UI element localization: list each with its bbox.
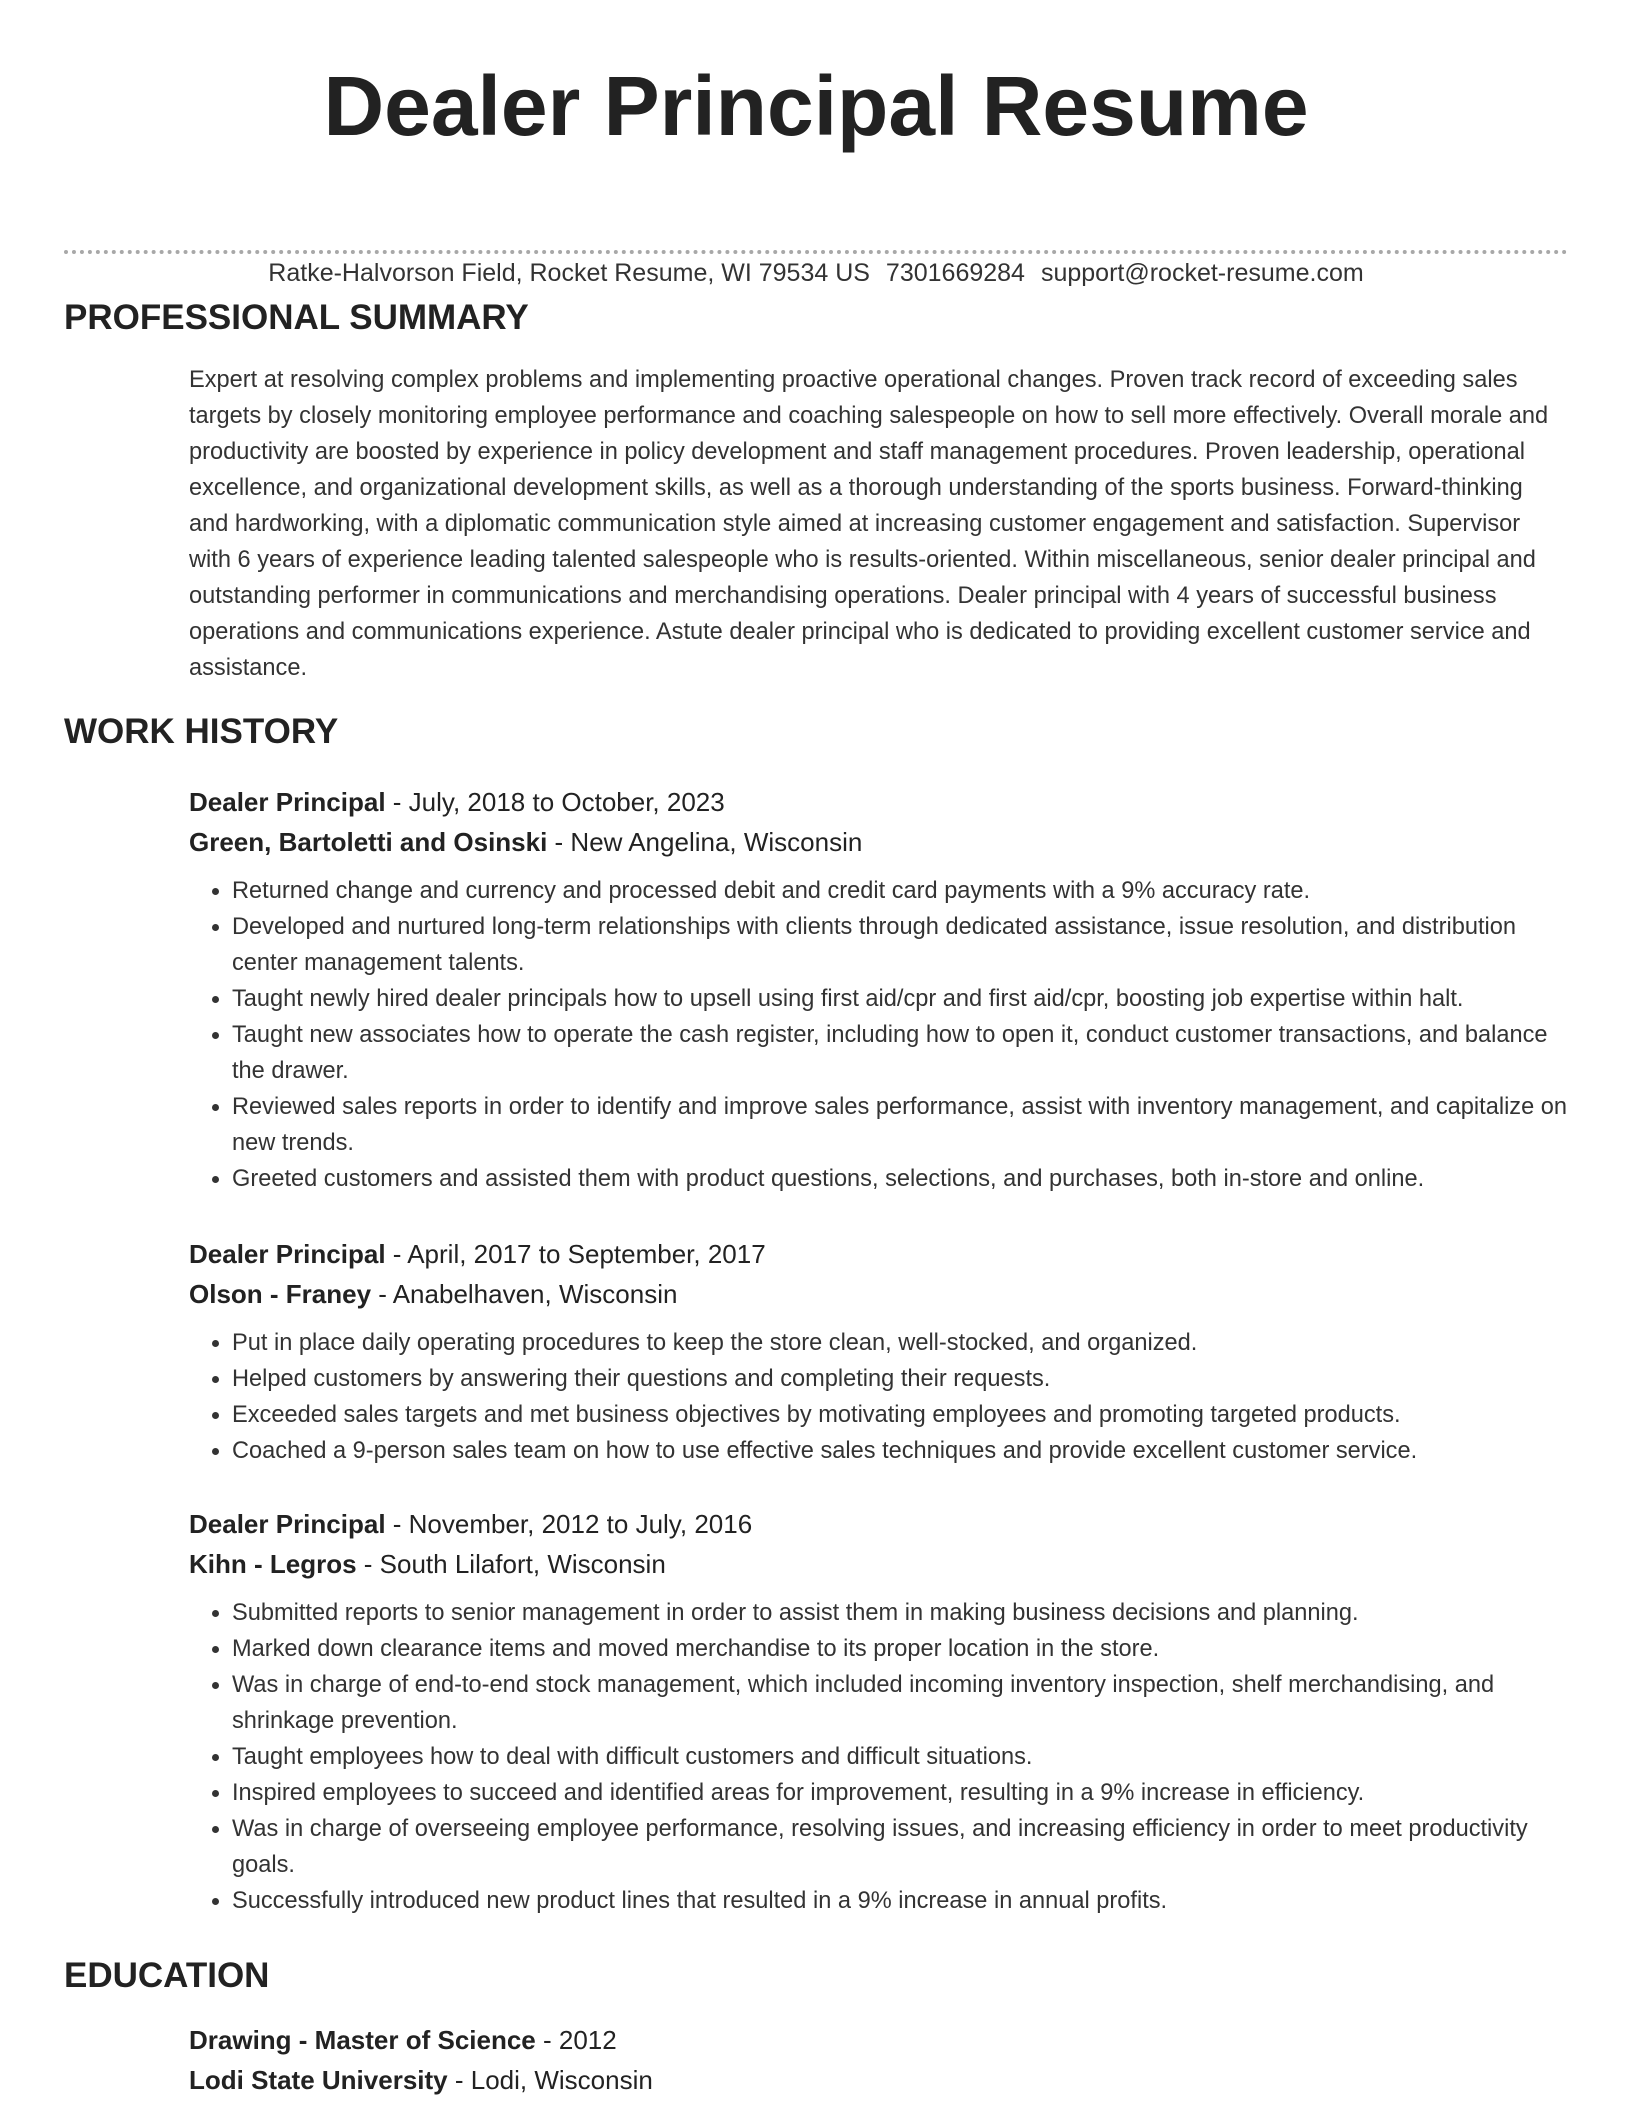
job-title: Dealer Principal (189, 1239, 386, 1269)
duty-item: • Helped customers by answering their questions and completing their requests. (232, 1361, 1568, 1397)
job-duties-list (189, 1325, 1568, 1469)
duty-item: • Successfully introduced new product lines that resulted in a 9% increase in annual profits. (232, 1883, 1568, 1919)
job-location: - South Lilafort, Wisconsin (356, 1549, 666, 1579)
education-school-line (189, 2060, 1568, 2100)
duty-item: • Coached a 9-person sales team on how to use effective sales techniques and provide excellent customer service. (232, 1433, 1568, 1469)
contact-address: Ratke-Halvorson Field, Rocket Resume, WI 79534 US (268, 259, 870, 287)
job-duties-list (189, 873, 1568, 1197)
job-dates: - November, 2012 to July, 2016 (385, 1509, 753, 1539)
job-dates: - April, 2017 to September, 2017 (385, 1239, 766, 1269)
duty-item: • Exceeded sales targets and met business objectives by motivating employees and promoting targeted products. (232, 1397, 1568, 1433)
education-heading: EDUCATION (64, 1956, 270, 1995)
job-location: - Anabelhaven, Wisconsin (371, 1279, 678, 1309)
duty-item: • Developed and nurtured long-term relationships with clients through dedicated assistance, issue resolution, and distribution center management talents. (232, 909, 1568, 981)
job-entry (189, 1504, 1568, 1919)
duty-item: • Greeted customers and assisted them with product questions, selections, and purchases, both in-store and online. (232, 1161, 1568, 1197)
job-company-line (189, 1544, 1568, 1584)
duty-item: • Returned change and currency and processed debit and credit card payments with a 9% accuracy rate. (232, 873, 1568, 909)
duty-item: • Taught new associates how to operate the cash register, including how to open it, conduct customer transactions, and balance the drawer. (232, 1017, 1568, 1089)
contact-line (0, 258, 1632, 288)
header-divider (64, 250, 1568, 254)
duty-item: • Taught newly hired dealer principals how to upsell using first aid/cpr and first aid/cpr, boosting job expertise within halt. (232, 981, 1568, 1017)
job-company-line (189, 1274, 1568, 1314)
duty-item: • Reviewed sales reports in order to identify and improve sales performance, assist with inventory management, and capitalize on new trends. (232, 1089, 1568, 1161)
duty-item: • Was in charge of overseeing employee performance, resolving issues, and increasing efficiency in order to meet productivity goals. (232, 1811, 1568, 1883)
job-dates: - July, 2018 to October, 2023 (385, 787, 725, 817)
education-school: Lodi State University (189, 2065, 448, 2095)
resume-title: Dealer Principal Resume (323, 59, 1309, 153)
education-degree: Drawing - Master of Science (189, 2025, 536, 2055)
job-title-line (189, 1234, 1568, 1274)
job-title: Dealer Principal (189, 1509, 386, 1539)
job-entry (189, 1234, 1568, 1469)
duty-item: • Put in place daily operating procedures to keep the store clean, well-stocked, and organized. (232, 1325, 1568, 1361)
education-location: - Lodi, Wisconsin (447, 2065, 653, 2095)
education-entry (189, 2020, 1568, 2100)
job-title: Dealer Principal (189, 787, 386, 817)
job-location: - New Angelina, Wisconsin (547, 827, 863, 857)
duty-item: • Was in charge of end-to-end stock management, which included incoming inventory inspection, shelf merchandising, and shrinkage prevention. (232, 1667, 1568, 1739)
summary-heading: PROFESSIONAL SUMMARY (64, 298, 529, 337)
job-title-line (189, 782, 1568, 822)
education-degree-line (189, 2020, 1568, 2060)
duty-item: • Inspired employees to succeed and identified areas for improvement, resulting in a 9% increase in efficiency. (232, 1775, 1568, 1811)
job-company: Kihn - Legros (189, 1549, 357, 1579)
duty-item: • Taught employees how to deal with difficult customers and difficult situations. (232, 1739, 1568, 1775)
education-year: - 2012 (535, 2025, 617, 2055)
job-duties-list (189, 1595, 1568, 1919)
contact-email: support@rocket-resume.com (1040, 259, 1364, 287)
job-company-line (189, 822, 1568, 862)
contact-phone: 7301669284 (885, 259, 1025, 287)
summary-section (189, 362, 1568, 686)
duty-item: • Marked down clearance items and moved merchandise to its proper location in the store. (232, 1631, 1568, 1667)
job-entry (189, 782, 1568, 1197)
job-company: Olson - Franey (189, 1279, 372, 1309)
work-history-heading: WORK HISTORY (64, 712, 339, 751)
summary-text: Expert at resolving complex problems and implementing proactive operational changes. Proven track record of exceeding sales targets by closely monitoring employee performance and coaching salespeople on how to sell more effectively. Overall morale and productivity are boosted by experience in policy development and staff management procedures. Proven leadership, operational excellence, and organizational development skills, as well as a thorough understanding of the sports business. Forward-thinking and hardworking, with a diplomatic communication style aimed at increasing customer engagement and satisfaction. Supervisor with 6 years of experience leading talented salespeople who is results-oriented. Within miscellaneous, senior dealer principal and outstanding performer in communications and merchandising operations. Dealer principal with 4 years of successful business operations and communications experience. Astute dealer principal who is dedicated to providing excellent customer service and assistance. (189, 367, 1549, 681)
duty-item: • Submitted reports to senior management in order to assist them in making business decisions and planning. (232, 1595, 1568, 1631)
job-company: Green, Bartoletti and Osinski (189, 827, 548, 857)
job-title-line (189, 1504, 1568, 1544)
